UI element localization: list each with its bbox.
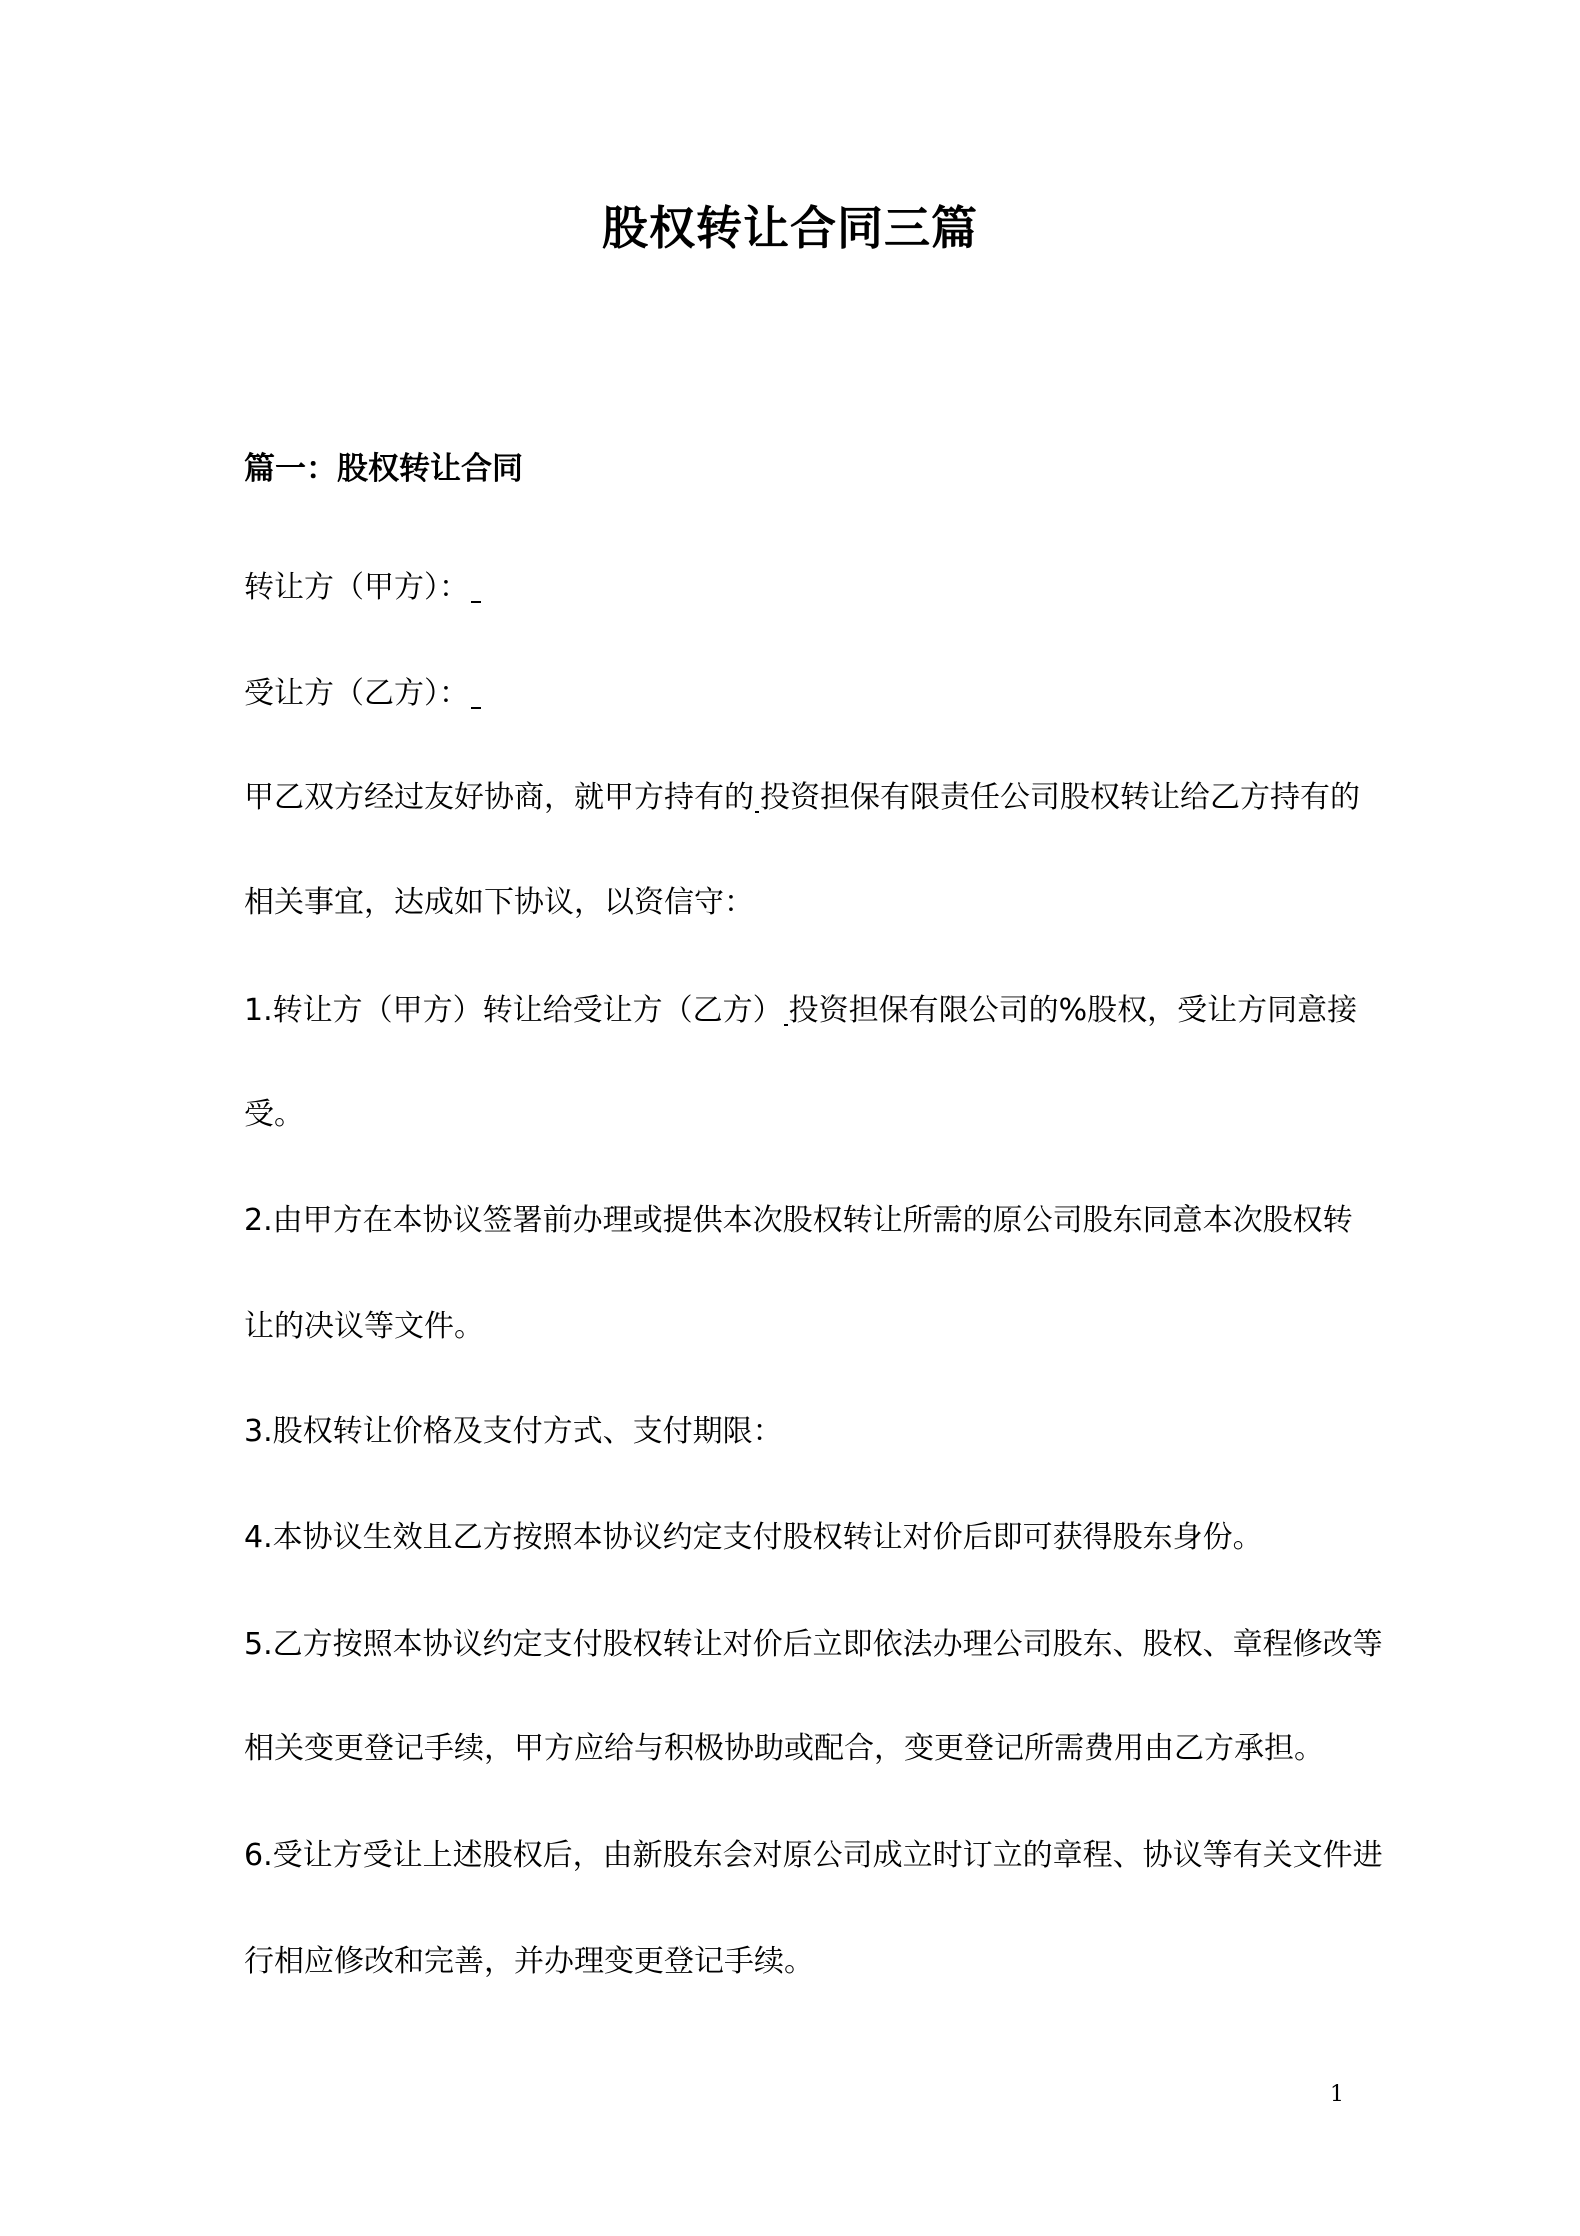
transferee-label: 受让方（乙方）： bbox=[244, 676, 469, 711]
clause-5-line1: 5.乙方按照本协议约定支付股权转让对价后立即依法办理公司股东、股权、章程修改等 bbox=[244, 1627, 1383, 1662]
transferor-line bbox=[244, 566, 481, 610]
clause-2-line2: 让的决议等文件。 bbox=[244, 1309, 484, 1344]
transferor-label: 转让方（甲方）： bbox=[244, 570, 469, 605]
clause-1-line1 bbox=[244, 989, 1357, 1033]
transferee-blank bbox=[471, 705, 481, 709]
intro-text-part1: 甲乙双方经过友好协商，就甲方持有的 bbox=[244, 780, 754, 815]
clause-1-line2: 受。 bbox=[244, 1097, 304, 1132]
clause-5-line2: 相关变更登记手续，甲方应给与积极协助或配合，变更登记所需费用由乙方承担。 bbox=[244, 1731, 1324, 1766]
clause-6-line1: 6.受让方受让上述股权后，由新股东会对原公司成立时订立的章程、协议等有关文件进 bbox=[244, 1838, 1383, 1873]
clause-1-blank bbox=[784, 1022, 788, 1026]
intro-paragraph-line1 bbox=[244, 776, 1360, 820]
document-title: 股权转让合同三篇 bbox=[602, 201, 978, 255]
clause-1-part1: 1.转让方（甲方）转让给受让方（乙方） bbox=[244, 993, 783, 1028]
transferee-line bbox=[244, 672, 481, 716]
intro-text-part2: 投资担保有限责任公司股权转让给乙方持有的 bbox=[760, 780, 1360, 815]
clause-2-line1: 2.由甲方在本协议签署前办理或提供本次股权转让所需的原公司股东同意本次股权转 bbox=[244, 1203, 1353, 1238]
intro-paragraph-line2: 相关事宜，达成如下协议，以资信守： bbox=[244, 885, 754, 920]
clause-6-line2: 行相应修改和完善，并办理变更登记手续。 bbox=[244, 1944, 814, 1979]
clause-3: 3.股权转让价格及支付方式、支付期限： bbox=[244, 1414, 783, 1449]
page-number: 1 bbox=[1330, 2082, 1344, 2107]
intro-blank bbox=[755, 809, 759, 813]
clause-1-part2: 投资担保有限公司的%股权，受让方同意接 bbox=[788, 993, 1358, 1028]
transferor-blank bbox=[471, 599, 481, 603]
section-heading: 篇一：股权转让合同 bbox=[244, 451, 523, 487]
clause-4: 4.本协议生效且乙方按照本协议约定支付股权转让对价后即可获得股东身份。 bbox=[244, 1520, 1263, 1555]
